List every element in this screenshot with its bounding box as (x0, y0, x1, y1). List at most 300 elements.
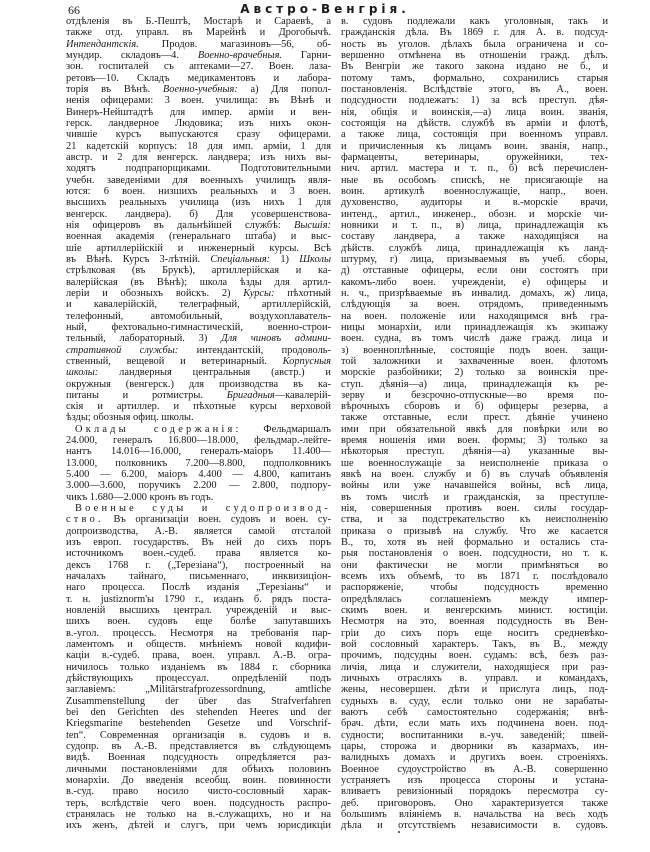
text-run: также отд. управл. въ Марейнѣ и Дрогобычѣ. (66, 27, 331, 39)
text-run: допроизводства, А.-В. является самой отсталой (66, 525, 331, 537)
text-line (341, 163, 608, 174)
text-run: пѣхотный (274, 287, 331, 299)
text-run: Kriegsmarine bestehenden Gesetze und Vorschrif- (66, 718, 331, 730)
text-run: Продов. магазиновъ—56, об- (138, 38, 331, 50)
text-line (341, 401, 608, 412)
text-run: шіе артиллерійскій и инженерный курсы. Всѣ (66, 242, 331, 254)
text-run: ше военнослужащіе за неисполненіе приказа о (341, 457, 608, 469)
text-line (341, 537, 608, 548)
text-run: учебн. заведеніями для военныхъ училищъ явля- (66, 174, 331, 186)
text-run: теръ, вслѣдствіе чего воен. подсудность распро- (66, 797, 331, 809)
text-line (66, 50, 331, 61)
text-line (66, 741, 331, 752)
text-line (66, 390, 331, 401)
text-line (66, 84, 331, 95)
text-run: в.-угол. процессъ. Несмотря на требованія пар- (66, 627, 331, 639)
text-line (341, 492, 608, 503)
italic-heading: Высшія: (293, 219, 331, 231)
text-run: постановленія. Вслѣдствіе этого, въ А., воен. (341, 83, 608, 95)
text-line (341, 50, 608, 61)
text-run: новники и т. п., в) лица, принадлежащія къ (341, 219, 608, 231)
text-line (341, 639, 608, 650)
text-run: вливаетъ ревизіонный порядокъ пересмотра су- (341, 786, 608, 798)
text-run: валерійская (въ Вѣнѣ); школа ѣзды для артил- (66, 276, 331, 288)
text-run: состоящія на дѣйств. службѣ въ арміи и флотѣ, (341, 117, 608, 129)
text-line (66, 718, 331, 729)
italic-heading: Корпусныя (282, 355, 331, 367)
text-line (341, 390, 608, 401)
text-run: ступ. дѣянія—а) лица, принадлежащія къ ре- (341, 378, 608, 390)
text-line (66, 458, 331, 469)
text-run: всемъ ихъ объемѣ, то въ 1871 г. послѣдовало (341, 571, 608, 583)
text-line (66, 288, 331, 299)
text-run: з) военноплѣнные, состоящіе подъ воен. защи- (341, 344, 608, 356)
text-run: валидныхъ домахъ и другихъ воен. строеніяхъ. (341, 752, 608, 764)
text-run: ландверныя центральныя (австр.) и (98, 367, 331, 379)
text-line (341, 412, 608, 423)
text-line (66, 424, 331, 435)
text-line (66, 129, 331, 140)
text-line (341, 288, 608, 299)
text-line (341, 582, 608, 593)
text-run: приказа о призывѣ на службу. Что же касается (341, 525, 608, 537)
running-title: Австро-Венгрія. (240, 2, 410, 16)
text-line (341, 277, 608, 288)
text-run: монархіи. До введенія всеобщ. воин. повинности (66, 774, 331, 786)
text-line (66, 469, 331, 480)
text-run: потому тамъ, формально, сохранились старыя (341, 72, 608, 84)
text-run: мундир. складовъ—4. (66, 49, 198, 61)
text-run: ность въ уголов. дѣлахъ была ограничена и со- (341, 38, 608, 50)
text-line (66, 345, 331, 356)
text-run: наго процесса. Послѣ изданія „Терезіаны“ и (66, 582, 331, 594)
text-run: судныхъ в. суду, если только они не зарабаты- (341, 695, 608, 707)
text-line (341, 141, 608, 152)
text-run: гражданскія дѣла. Въ 1869 г. для А. в. подсуд- (341, 27, 608, 39)
text-run: —кавалерій- (274, 389, 331, 401)
text-run: а) Для попол- (237, 83, 331, 95)
text-run: ные въ особомъ спискѣ, не присягающіе на (341, 174, 608, 186)
text-line (66, 95, 331, 106)
text-line (341, 775, 608, 786)
text-run: австр. и 2 для венгерск. ландвера; изъ нихъ вы- (66, 151, 331, 163)
text-line (341, 61, 608, 72)
text-run: чившіе курсъ выпускаются сразу офицерами. (66, 129, 331, 141)
text-line (341, 469, 608, 480)
text-run: они фактически не могли примѣняться во (341, 559, 608, 571)
text-run: странялась не только на в.-служащихъ, но и на (66, 808, 331, 820)
text-line (341, 605, 608, 616)
text-line (341, 209, 608, 220)
text-line (341, 118, 608, 129)
text-run: Военное судоустройство въ А.-В. совершенно (341, 763, 608, 775)
text-line (341, 95, 608, 106)
text-line (66, 492, 331, 503)
text-line (341, 152, 608, 163)
text-run: въ Вѣнѣ. Курсъ 3-лѣтній. (66, 253, 211, 265)
text-run: 13.000, полковникъ 7.200—8.800, подполковникъ (66, 457, 331, 469)
text-line (66, 16, 331, 27)
text-line (341, 379, 608, 390)
italic-heading: Спеціальныя: (210, 253, 271, 265)
text-run: личными постановленіями для обѣихъ половинъ (66, 763, 331, 775)
text-line (66, 503, 331, 514)
text-run: Въ Венгріи же такого закона издано не б., и (341, 61, 608, 73)
text-run: в.-суд. право носило чисто-сословный харак- (66, 786, 331, 798)
italic-heading: стративной службы: (66, 344, 179, 356)
text-line (66, 333, 331, 344)
text-line (66, 820, 331, 831)
text-run: личныхъ отрасляхъ в. управл. и командахъ, (341, 673, 608, 685)
text-line (341, 175, 608, 186)
text-run: дексъ 1768 г. („Терезіана“), построенный на (66, 559, 331, 571)
text-line (66, 61, 331, 72)
text-line (66, 152, 331, 163)
text-run: видѣ. Военная подсудность опредѣляется раз- (66, 752, 331, 764)
text-line (341, 367, 608, 378)
text-line (341, 696, 608, 707)
text-run: фармацевты, ветеринары, оружейники, тех- (341, 151, 608, 163)
text-run: ственный, вещевой и ветеринарный. (66, 355, 283, 367)
text-line (341, 628, 608, 639)
text-run: слѣдующія за воен. отрядомъ, приведеннымъ (341, 299, 608, 311)
text-line (66, 514, 331, 525)
text-line (66, 560, 331, 571)
text-run: вершенно отмѣнена въ отношеніи гражд. дѣлъ. (341, 49, 608, 61)
text-run: источникомъ воен.-судеб. права является ко- (66, 548, 331, 560)
text-run: цары, сторожа и дворники въ казармахъ, ин- (341, 741, 608, 752)
text-line (341, 243, 608, 254)
text-run: ничилось только изданіемъ въ 1884 г. сборника (66, 661, 331, 673)
text-run: ходятъ подпрапорщиками. Подготовительными (66, 163, 331, 175)
text-line (341, 560, 608, 571)
text-line (341, 84, 608, 95)
text-run: опредѣлялась соглашеніемъ между импер- (341, 593, 608, 605)
text-line (66, 367, 331, 378)
text-run: в. судовъ подлежали какъ уголовныя, такъ и (341, 16, 608, 27)
text-run: телефонный, автомобильный, воздухоплаватель- (66, 310, 331, 322)
text-run: герск. ландверное Людовика; изъ нихъ окон- (66, 117, 331, 129)
text-run: нантъ 14.016—16.000, генералъ-маіоръ 11.400— (66, 446, 331, 458)
text-line (66, 548, 331, 559)
text-line (341, 662, 608, 673)
text-run: интенд., артил., инженер., обозн. и морскіе чи- (341, 208, 608, 220)
text-run: нѣкоторыя преступ. дѣянія—а) указанные вы- (341, 446, 608, 458)
text-line (66, 775, 331, 786)
text-run: ства, и за подстрекательство къ неисполненію (341, 514, 608, 526)
text-line (66, 175, 331, 186)
italic-heading: Курсы: (243, 287, 275, 299)
text-line (66, 639, 331, 650)
text-line (341, 231, 608, 242)
text-run: шихъ воен. судовъ еще болѣе запутавшихъ (66, 616, 331, 628)
text-line (341, 752, 608, 763)
text-run: питаны и ротмистры. (66, 389, 227, 401)
text-run: венгерск. ландвера). б) Для усовершенствова- (66, 208, 331, 220)
text-run: ламентомъ и обществ. мнѣніемъ новой кодифи- (66, 639, 331, 651)
text-run: большимъ вліяніемъ в. начальства на весь ходъ (341, 808, 608, 820)
text-run: торія въ Вѣнѣ. (66, 83, 163, 95)
text-line (341, 299, 608, 310)
text-run: каціи в.-судеб. права, воен. управл. А.-В. огра- (66, 650, 331, 662)
text-line (66, 526, 331, 537)
text-run: подсудности подлежатъ: 1) за всѣ преступ. дѣя- (341, 95, 608, 107)
text-line (341, 220, 608, 231)
text-run: гріи до сихъ поръ еще носитъ средневѣко- (341, 627, 608, 639)
text-run: Въ организаціи воен. судовъ и воен. су- (103, 514, 331, 526)
text-run: устраняетъ изъ процесса стороны и устана- (341, 774, 608, 786)
text-line (66, 650, 331, 661)
text-line (341, 741, 608, 752)
text-line (341, 186, 608, 197)
text-run: Винеръ-Нейштадтѣ для импер. арміи и вен- (66, 106, 331, 118)
text-run: скія и артиллер. и пѣхотные курсы верховой (66, 401, 331, 413)
text-line (341, 503, 608, 514)
text-run: ются: 6 воен. низшихъ реальныхъ и 3 воен. (66, 185, 331, 197)
text-run: леріи и обозныхъ войскъ. 2) (66, 287, 244, 299)
text-line (341, 458, 608, 469)
text-run: дѣйствующихъ процессуал. опредѣленій подъ (66, 673, 331, 685)
text-line (66, 446, 331, 457)
text-run: ten“. Современная организація в. судовъ и в. (66, 729, 331, 741)
text-run: ими при обязательной явкѣ для повѣрки или во (341, 423, 608, 435)
text-line (66, 197, 331, 208)
text-run: судности; воспитанники в.-уч. заведеній; швей- (341, 729, 608, 741)
italic-heading: Интендантскія. (66, 38, 139, 50)
text-run: 5.400 — 6.200, маіоръ 4.400 — 4.800, капитанъ (66, 469, 331, 481)
text-run: составу ландвера, а также находящіяся на (341, 231, 608, 243)
text-line (341, 786, 608, 797)
text-run: рыя постановленія о воен. подсудности, но т. к. (341, 548, 608, 560)
text-line (341, 798, 608, 809)
text-run: военная академія (генеральнаго штаба) и выс- (66, 231, 331, 243)
text-run: нич. артил. мастера и т. п., б) всѣ перечислен- (341, 163, 608, 175)
text-line (66, 412, 331, 423)
text-run: морскіе разбойники; 2) только за воинскія пре- (341, 367, 608, 379)
text-line (341, 73, 608, 84)
text-line (66, 118, 331, 129)
text-line (66, 764, 331, 775)
text-run: время ношенія ими воен. формы; 3) только за (341, 435, 608, 447)
text-line (66, 163, 331, 174)
text-run: брач. дѣти, если мать ихъ подчинена воен. под- (341, 718, 608, 730)
text-line (341, 129, 608, 140)
text-line (341, 345, 608, 356)
text-run: и причисленныя къ лицамъ воин. званія, напр., (341, 140, 608, 152)
text-line (66, 707, 331, 718)
text-run: вой сословный характеръ. Такъ, въ В., между (341, 639, 608, 651)
text-line (341, 356, 608, 367)
text-run: д) отставные офицеры, если они состоятъ при (341, 265, 608, 277)
text-line (341, 322, 608, 333)
text-line (66, 186, 331, 197)
text-line (66, 27, 331, 38)
text-run: изъ европ. государствъ. Въ ней до сихъ поръ (66, 537, 331, 549)
text-run: духовенство, аудиторы и в.-морскіе врачи, (341, 197, 608, 209)
text-run: личія, лица и служители, находящіеся при раз- (341, 661, 608, 673)
text-line (66, 220, 331, 231)
text-run: жены, несовершен. дѣти и прислуга лицъ, под- (341, 684, 608, 696)
text-run: дѣйств. службѣ лица, принадлежащія къ ланд- (341, 242, 608, 254)
text-line (341, 594, 608, 605)
text-line (341, 39, 608, 50)
text-line (66, 107, 331, 118)
text-run: Гарни- (282, 49, 332, 61)
text-run: воен. судна, въ томъ числѣ даже гражд. лица и (341, 333, 608, 345)
text-line (341, 424, 608, 435)
text-line (341, 718, 608, 729)
text-line (66, 809, 331, 820)
text-run: а также лица, состоящія при военномъ управл. (341, 129, 608, 141)
text-run: ѣзды; обозныя офиц. школы. (66, 412, 194, 424)
text-run: 1) (270, 253, 300, 265)
text-run: штурму, г) лица, призываемыя въ учеб. сборы, (341, 253, 608, 265)
text-run: ихъ женъ, дѣтей и слугъ, при чемъ юрисдикціи (66, 820, 331, 832)
text-run: въ томъ числѣ и гражданскія, за преступле- (341, 491, 608, 503)
text-run: дѣла и отсутствіемъ независимости в. судовъ. (341, 820, 608, 832)
text-run: воин. артикулѣ военнослужащіе, напр., воен. (341, 185, 608, 197)
text-line (341, 480, 608, 491)
text-run: ный, фехтовально-гимнастическій, военно-строи- (66, 321, 331, 333)
text-line (341, 16, 608, 27)
text-line (341, 265, 608, 276)
text-line (66, 209, 331, 220)
spaced-heading: ство. (66, 514, 104, 526)
text-run: высшихъ реальныхъ училища (изъ нихъ 1 для (66, 197, 331, 209)
text-line (66, 628, 331, 639)
text-line (66, 299, 331, 310)
text-line (341, 446, 608, 457)
text-run: 21 кадетскій корпусъ: 18 для имп. арміи, 1 для (66, 140, 331, 152)
text-run: и кавалерійскій, телеграфный, артиллерійскій, (66, 299, 331, 311)
text-run: Фельдмаршалъ (241, 423, 331, 435)
scan-speck (398, 831, 400, 833)
text-line (341, 548, 608, 559)
text-run: ретовъ—10. Складъ медикаментовъ и лабора- (66, 72, 331, 84)
left-column (66, 16, 331, 832)
text-line (66, 537, 331, 548)
text-line (66, 401, 331, 412)
text-run: явкѣ на воен. службу и б) въ случаѣ объявленія (341, 469, 608, 481)
text-line (341, 27, 608, 38)
text-run: 24.000, генералъ 16.800—18.000, фельдмар.-лейте- (66, 435, 331, 447)
text-run: В., то, хотя въ ней формально и остались ста- (341, 537, 608, 549)
text-line (341, 809, 608, 820)
text-line (341, 673, 608, 684)
text-line (66, 571, 331, 582)
text-run: деб. приговоровъ. Оно характеризуется также (341, 797, 608, 809)
page-number: 66 (68, 3, 80, 17)
text-line (66, 356, 331, 367)
text-line (341, 254, 608, 265)
text-line (66, 594, 331, 605)
text-line (341, 514, 608, 525)
text-run: чикъ 1.680—2.000 кронъ въ годъ. (66, 491, 214, 503)
text-line (66, 696, 331, 707)
italic-heading: Для чиновъ админи- (221, 333, 331, 345)
text-run: какомъ-либо воен. учрежденіи, е) офицеры и (341, 276, 608, 288)
text-run: той заложники и захваченные воен. флотомъ (341, 355, 608, 367)
text-run: скимъ воен. и венгерскимъ минист. юстиціи. (341, 605, 608, 617)
text-run: судопр. въ А.-В. представляется въ слѣдующемъ (66, 741, 331, 752)
text-line (341, 435, 608, 446)
text-line (341, 820, 608, 831)
text-run: прочимъ, подсудны воен. судамъ: всѣ, безъ раз- (341, 650, 608, 662)
text-run: распоряженіе, чтобы подсудность временно (341, 582, 608, 594)
text-line (66, 243, 331, 254)
text-line (66, 616, 331, 627)
text-run: нія, совершенныя противъ воен. силы государ- (341, 503, 608, 515)
text-line (66, 73, 331, 84)
text-run: тельный, лабораторный. 3) (66, 333, 222, 345)
text-run: зон. госпиталей съ аптеками—27. Воен. лаза- (66, 61, 331, 73)
text-line (341, 616, 608, 627)
text-run: 3.000—3.600, поручикъ 2.200 — 2.800, подпору- (66, 480, 331, 492)
text-line (66, 798, 331, 809)
text-line (66, 254, 331, 265)
italic-heading: школы: (66, 367, 99, 379)
text-line (341, 650, 608, 661)
text-run: bei den Gerichten des stehenden Heeres und der (66, 707, 331, 719)
text-line (66, 322, 331, 333)
spaced-heading: Военные суды и судопроизвод- (75, 503, 331, 515)
text-line (341, 197, 608, 208)
text-run: новленій высшихъ централ. учрежденій и выс- (66, 605, 331, 617)
text-line (66, 662, 331, 673)
text-run: нія, общія и воинскія,—а) лица воин. званія, (341, 106, 608, 118)
text-run: ницы монархіи, или принадлежащія къ экипажу (341, 321, 608, 333)
text-run: ненія офицерами: 3 воен. училища: въ Вѣнѣ и (66, 95, 331, 107)
text-line (341, 730, 608, 741)
text-run: вѣрочныхъ сборовъ и б) офицеры резерва, а (341, 401, 608, 413)
text-line (66, 435, 331, 446)
text-run: началахъ тайнаго, письменнаго, инквизиціон- (66, 571, 331, 583)
text-line (66, 480, 331, 491)
text-run: нія офицеровъ въ дальнѣйшей службѣ: (66, 219, 294, 231)
text-line (66, 684, 331, 695)
italic-heading: Бригадныя (226, 389, 275, 401)
right-column (341, 16, 608, 832)
text-line (66, 605, 331, 616)
text-run: отдѣленія въ Б.-Пештѣ, Мостарѣ и Сараевѣ, а (66, 16, 331, 27)
italic-heading: Школы (299, 253, 331, 265)
text-line (66, 311, 331, 322)
text-line (341, 107, 608, 118)
text-run: Несмотря на это, военная подсудность въ Вен- (341, 616, 608, 628)
text-run: ваютъ себѣ самостоятельно содержанія; внѣ- (341, 707, 608, 719)
text-line (66, 730, 331, 741)
text-line (66, 752, 331, 763)
text-line (66, 277, 331, 288)
text-run: стрѣлковая (въ Брукѣ), артиллерійская и ка- (66, 265, 331, 277)
text-run: зерву и безсрочно-отпускные—во время по- (341, 389, 608, 401)
text-line (341, 333, 608, 344)
text-line (341, 764, 608, 775)
text-run: Zusammenstellung der über das Strafverfahren (66, 695, 331, 707)
text-line (66, 39, 331, 50)
text-line (341, 571, 608, 582)
text-run: заглавіемъ: „Militärstrafprozessordnung, amtliche (66, 684, 331, 696)
spaced-heading: Оклады содержанія: (75, 423, 242, 435)
text-line (341, 526, 608, 537)
text-run: окружныя (венгерск.) для производства въ ка- (66, 378, 331, 390)
text-line (66, 231, 331, 242)
text-run: на воен. положеніе или находящимся внѣ гра- (341, 310, 608, 322)
text-line (66, 673, 331, 684)
text-run: также отставные, если прест. дѣяніе учинено (341, 412, 608, 424)
text-line (341, 707, 608, 718)
text-run: войны или уже начавшейся войны, всѣ лица, (341, 480, 608, 492)
